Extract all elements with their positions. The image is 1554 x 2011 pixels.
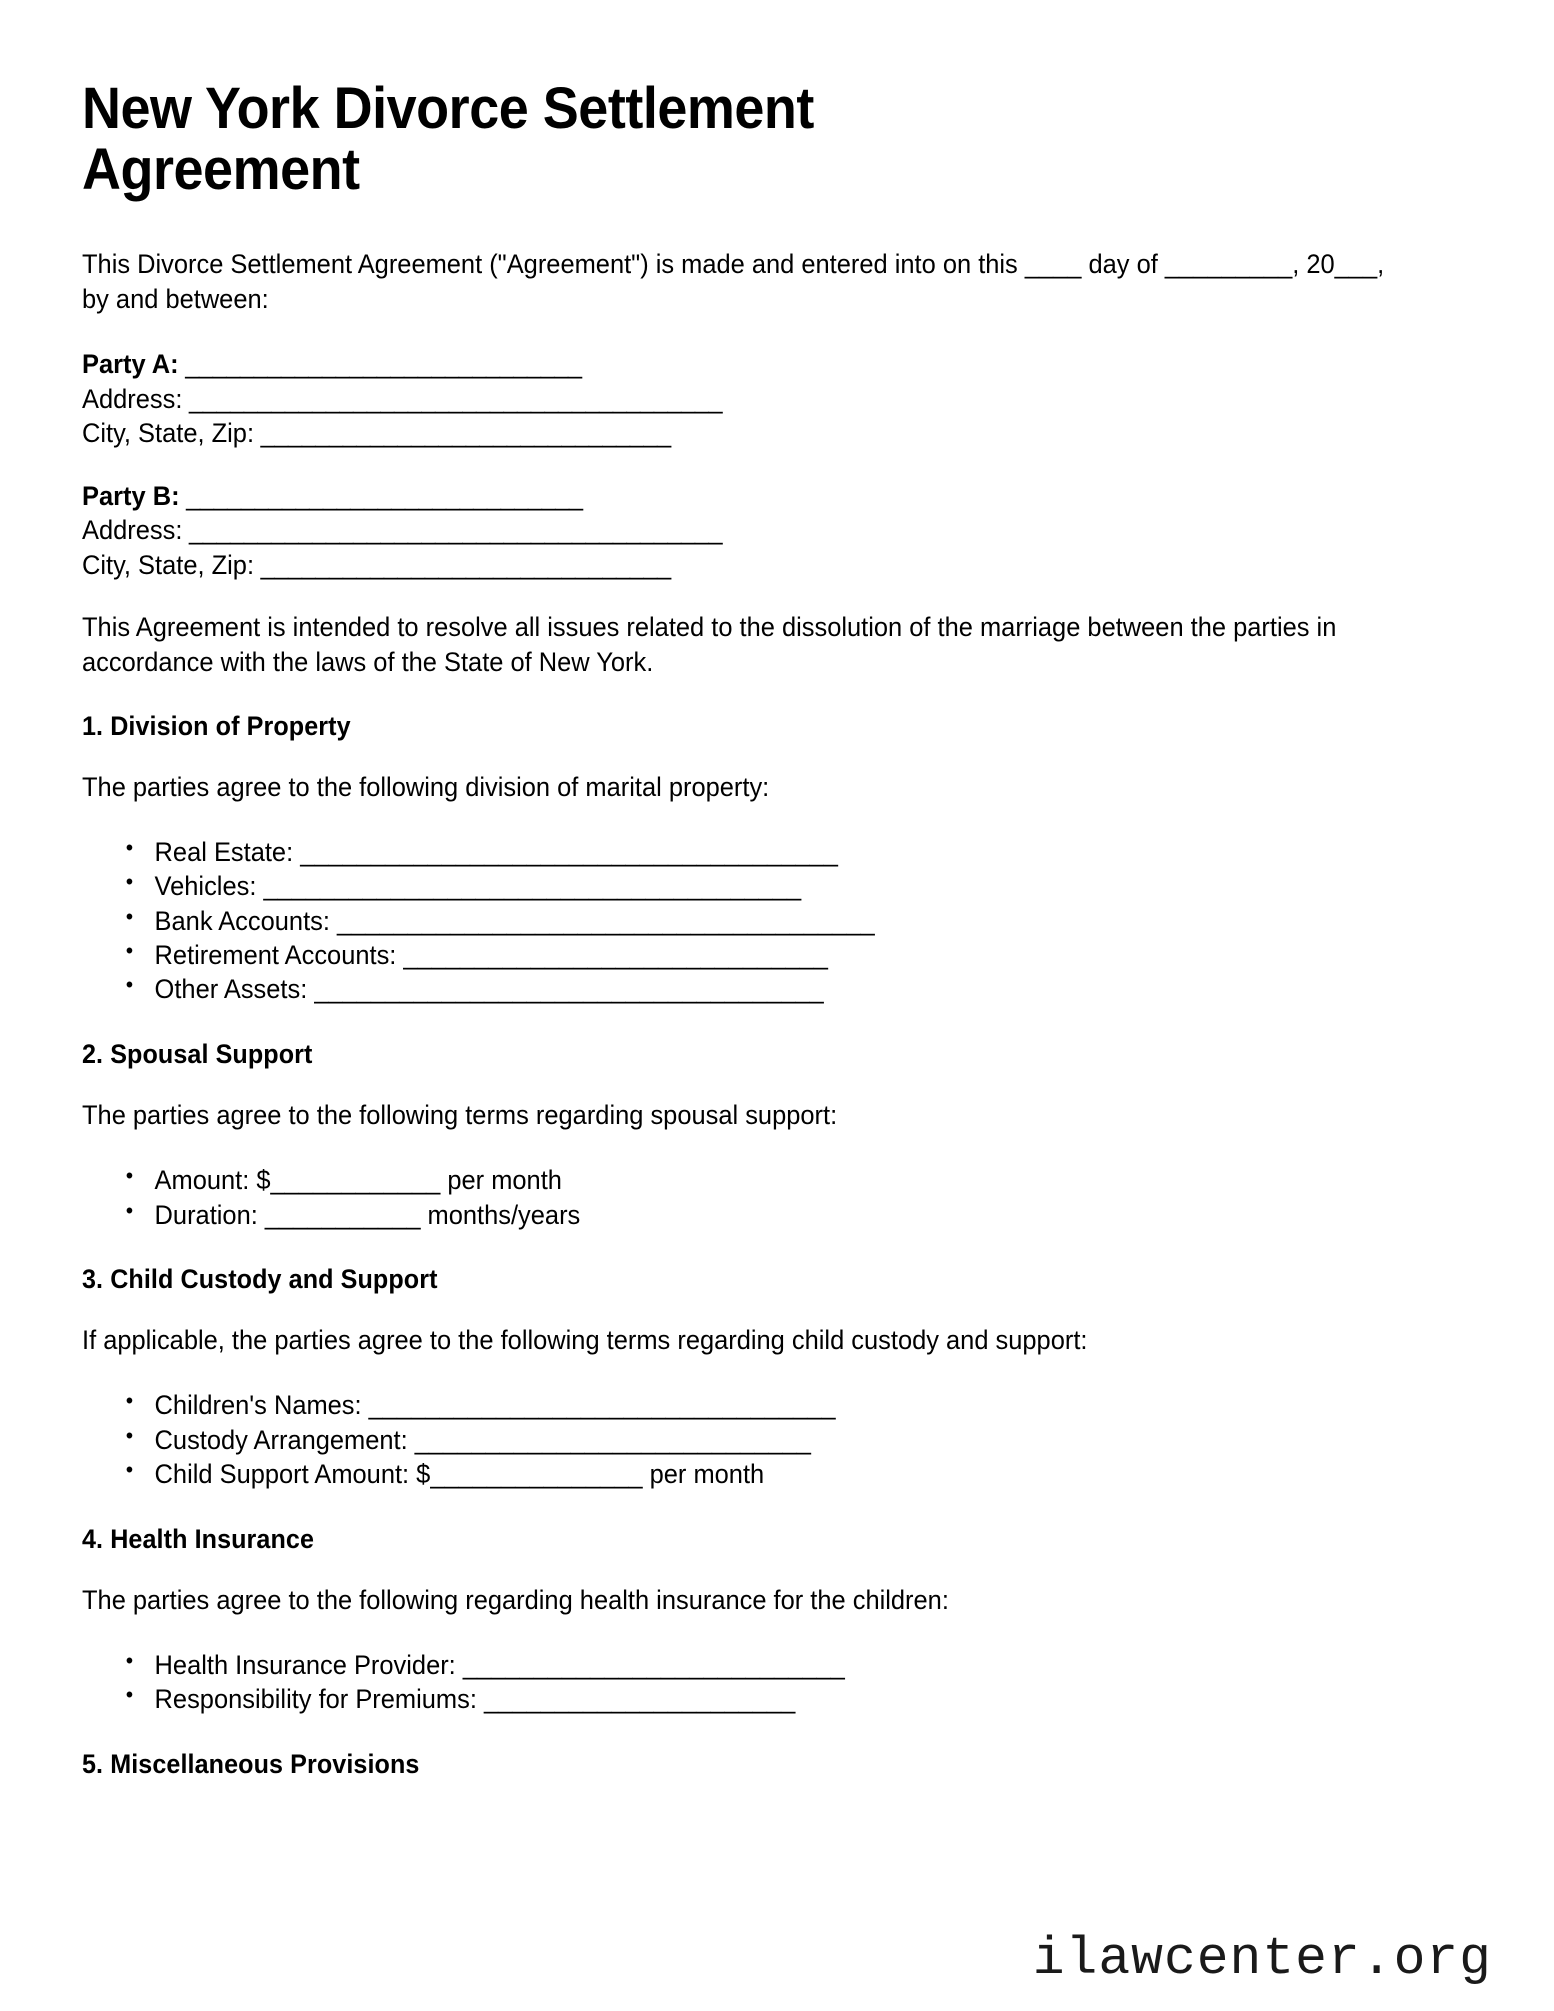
party-a-address-label: Address:	[82, 383, 183, 414]
party-a-block	[82, 347, 1428, 450]
party-a-name-blank[interactable]: _____________________________	[178, 349, 582, 380]
list-item[interactable]: • Bank Accounts: ______________________________________	[120, 904, 1429, 938]
party-b-city-label: City, State, Zip:	[82, 549, 255, 580]
party-b-city-blank[interactable]: ______________________________	[254, 549, 671, 580]
party-b-address-blank[interactable]: _______________________________________	[182, 515, 723, 546]
list-item[interactable]: • Responsibility for Premiums: ______________________	[120, 1682, 1429, 1716]
list-item[interactable]: • Amount: $____________ per month	[120, 1163, 1429, 1197]
party-b-address-line	[82, 513, 1428, 547]
party-b-name-line	[82, 479, 1428, 513]
section-heading-5: 5. Miscellaneous Provisions	[82, 1748, 420, 1779]
list-item[interactable]: • Children's Names: _________________________________	[120, 1388, 1429, 1422]
party-a-address-blank[interactable]: _______________________________________	[182, 383, 723, 414]
section-list-2	[82, 1163, 1484, 1232]
list-item[interactable]: • Child Support Amount: $_______________ per month	[120, 1457, 1429, 1491]
section-heading-1: 1. Division of Property	[82, 710, 351, 741]
section-list-4	[82, 1648, 1484, 1717]
list-item[interactable]: • Health Insurance Provider: ___________________________	[120, 1648, 1429, 1682]
section-heading-3: 3. Child Custody and Support	[82, 1264, 438, 1295]
list-item[interactable]: • Duration: ___________ months/years	[120, 1198, 1429, 1232]
party-b-block	[82, 479, 1428, 582]
section-heading-2: 2. Spousal Support	[82, 1038, 313, 1069]
section-heading-4: 4. Health Insurance	[82, 1523, 315, 1554]
purpose-paragraph: This Agreement is intended to resolve all issues related to the dissolution of the marriage between the parties in accordance with the laws of the State of New York.	[82, 612, 1337, 678]
party-a-city-line	[82, 416, 1428, 450]
section-intro-4: The parties agree to the following regarding health insurance for the children:	[82, 1584, 949, 1615]
list-item[interactable]: • Other Assets: ____________________________________	[120, 972, 1429, 1006]
party-a-address-line	[82, 382, 1428, 416]
intro-paragraph: This Divorce Settlement Agreement ("Agreement") is made and entered into on this ____ day of _________, 20___, by and between:	[82, 248, 1385, 315]
list-item[interactable]: • Vehicles: ______________________________________	[120, 869, 1429, 903]
party-a-city-blank[interactable]: ______________________________	[254, 418, 671, 449]
site-watermark: ilawcenter.org	[1032, 1929, 1492, 1989]
section-intro-3: If applicable, the parties agree to the following terms regarding child custody and support:	[82, 1325, 1088, 1356]
party-b-name-blank[interactable]: _____________________________	[179, 480, 583, 511]
list-item[interactable]: • Real Estate: ______________________________________	[120, 835, 1429, 869]
party-a-name-line	[82, 347, 1428, 381]
section-list-3	[82, 1388, 1484, 1491]
party-a-label: Party A:	[82, 349, 179, 380]
section-intro-1: The parties agree to the following division of marital property:	[82, 771, 770, 802]
party-a-city-label: City, State, Zip:	[82, 418, 255, 449]
party-b-city-line	[82, 548, 1428, 582]
party-b-address-label: Address:	[82, 515, 183, 546]
section-list-1	[82, 835, 1484, 1007]
list-item[interactable]: • Retirement Accounts: ______________________________	[120, 938, 1429, 972]
page-title: New York Divorce Settlement Agreement	[82, 76, 814, 203]
list-item[interactable]: • Custody Arrangement: ____________________________	[120, 1423, 1429, 1457]
section-intro-2: The parties agree to the following terms regarding spousal support:	[82, 1099, 838, 1130]
party-b-label: Party B:	[82, 480, 180, 511]
